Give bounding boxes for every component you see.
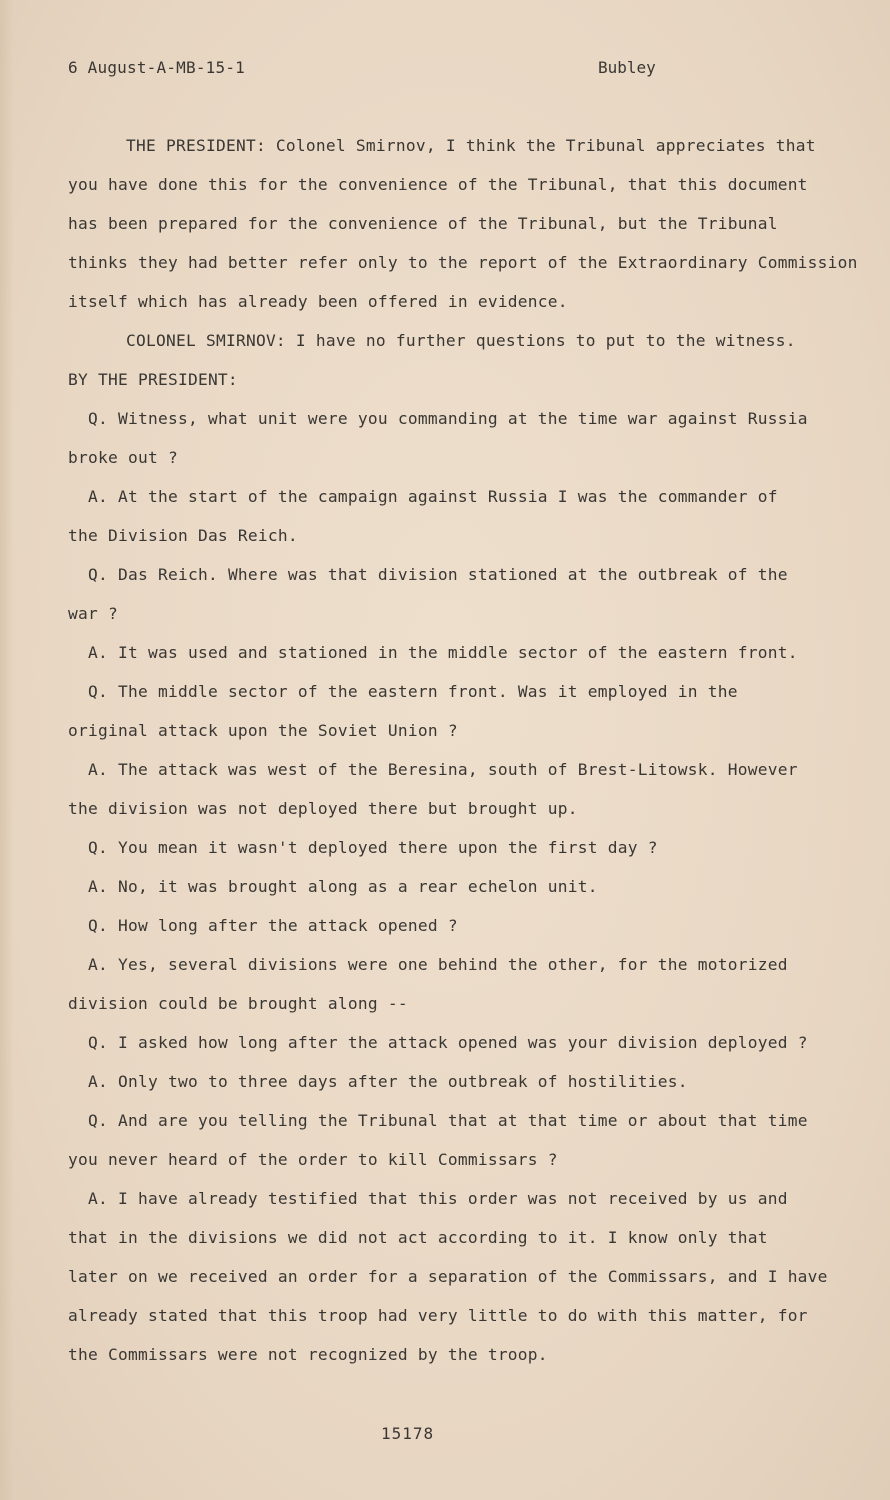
transcript-line: A. It was used and stationed in the middle sector of the eastern front. [88,643,798,662]
transcript-line: Q. And are you telling the Tribunal that at that time or about that time [88,1111,808,1130]
page-number: 15178 [381,1424,435,1443]
transcript-line: later on we received an order for a separation of the Commissars, and I have [68,1267,828,1286]
transcript-body [68,132,858,1380]
transcript-line: A. Yes, several divisions were one behind the other, for the motorized [88,955,788,974]
transcript-line: A. Only two to three days after the outbreak of hostilities. [88,1072,688,1091]
transcript-line: A. The attack was west of the Beresina, south of Brest-Litowsk. However [88,760,798,779]
transcript-line: original attack upon the Soviet Union ? [68,721,458,740]
transcript-line: itself which has already been offered in evidence. [68,292,568,311]
transcript-line: has been prepared for the convenience of the Tribunal, but the Tribunal [68,214,778,233]
transcript-line: the division was not deployed there but brought up. [68,799,578,818]
transcript-line: you have done this for the convenience of the Tribunal, that this document [68,175,808,194]
transcript-line: Q. Witness, what unit were you commanding at the time war against Russia [88,409,808,428]
transcript-line: the Division Das Reich. [68,526,298,545]
reporter-name: Bubley [598,58,656,77]
transcript-line: Q. Das Reich. Where was that division stationed at the outbreak of the [88,565,788,584]
document-reference: 6 August-A-MB-15-1 [68,58,245,77]
transcript-line: that in the divisions we did not act according to it. I know only that [68,1228,768,1247]
transcript-line: THE PRESIDENT: Colonel Smirnov, I think the Tribunal appreciates that [126,136,816,155]
transcript-line: you never heard of the order to kill Commissars ? [68,1150,558,1169]
transcript-line: A. At the start of the campaign against Russia I was the commander of [88,487,778,506]
transcript-line: A. I have already testified that this order was not received by us and [88,1189,788,1208]
page-edge-shadow [0,0,14,1500]
transcript-line: already stated that this troop had very little to do with this matter, for [68,1306,808,1325]
transcript-line: Q. You mean it wasn't deployed there upon the first day ? [88,838,658,857]
transcript-line: war ? [68,604,118,623]
transcript-line: the Commissars were not recognized by the troop. [68,1345,548,1364]
transcript-line: Q. The middle sector of the eastern front. Was it employed in the [88,682,738,701]
transcript-line: division could be brought along -- [68,994,408,1013]
transcript-line: broke out ? [68,448,178,467]
transcript-line: Q. I asked how long after the attack opened was your division deployed ? [88,1033,808,1052]
transcript-line: Q. How long after the attack opened ? [88,916,458,935]
transcript-line: BY THE PRESIDENT: [68,370,238,389]
transcript-line: COLONEL SMIRNOV: I have no further questions to put to the witness. [126,331,796,350]
transcript-line: thinks they had better refer only to the report of the Extraordinary Commission [68,253,858,272]
transcript-line: A. No, it was brought along as a rear echelon unit. [88,877,598,896]
